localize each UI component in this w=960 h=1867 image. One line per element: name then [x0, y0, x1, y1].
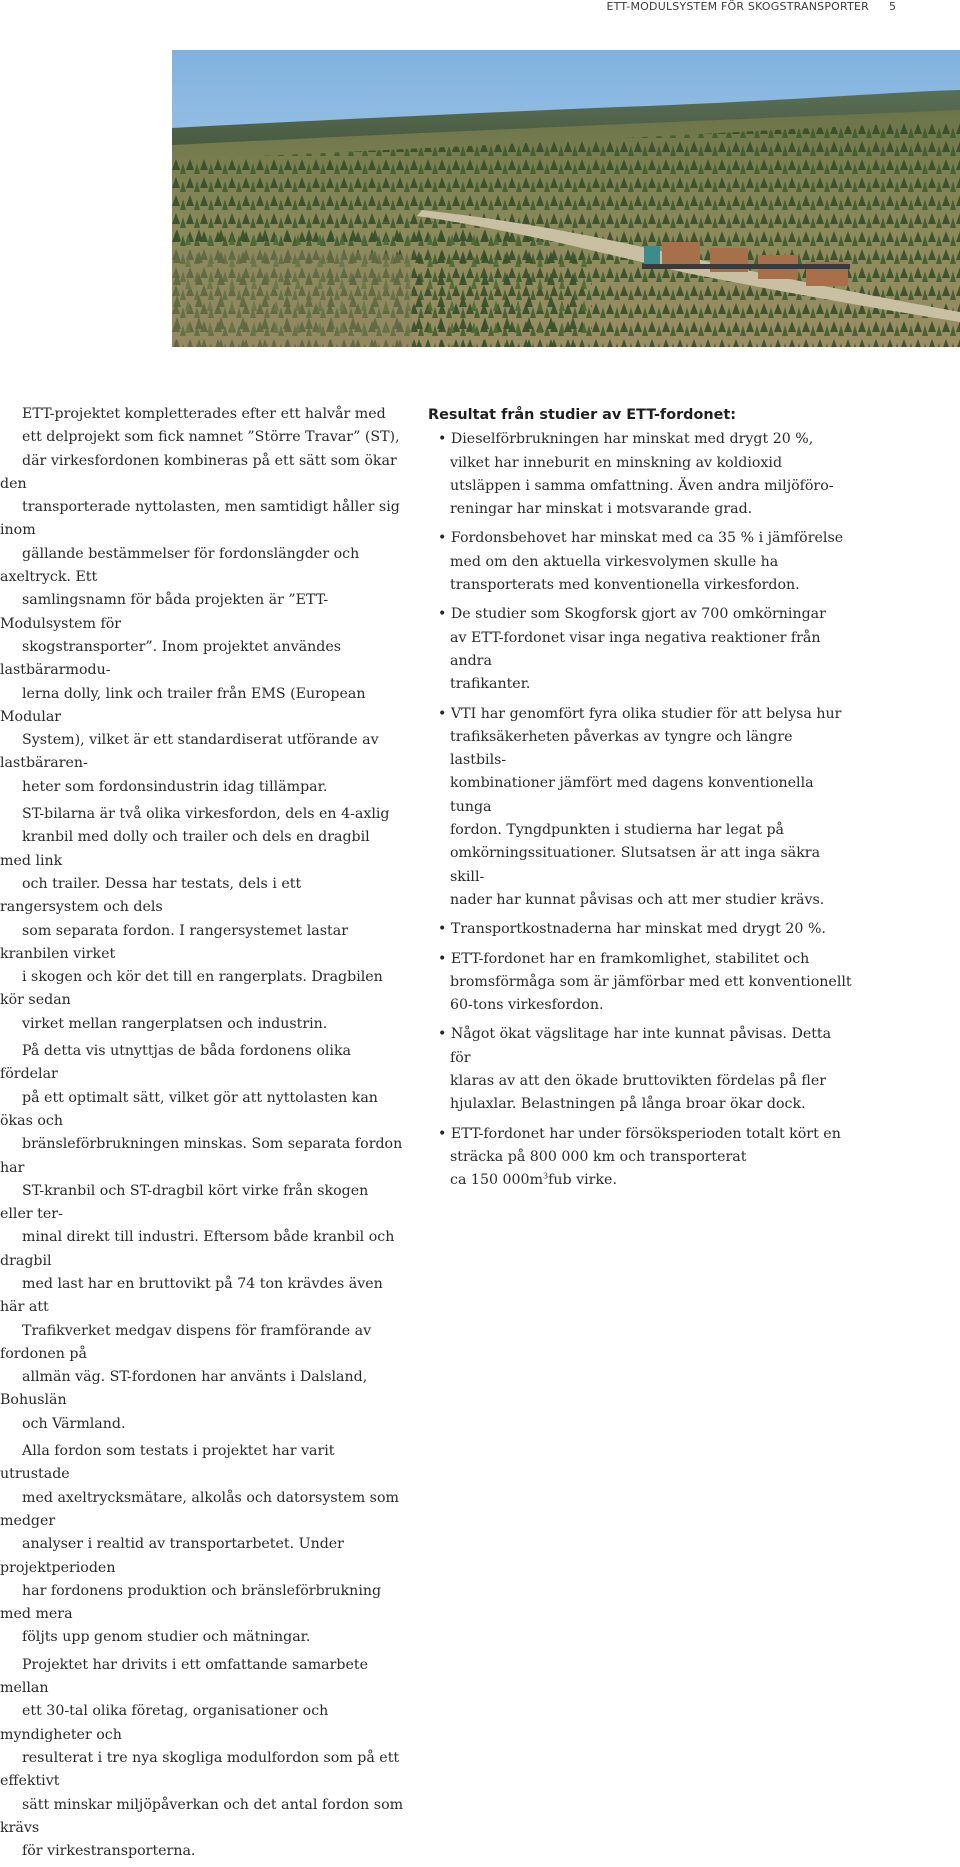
list-item: • ETT-fordonet har en framkomlighet, stabilitet och bromsförmåga som är jämförbar med ett konventionellt 60-tons virkesfordon.: [428, 948, 853, 1018]
page-number: 5: [889, 0, 896, 13]
left-column: [0, 403, 404, 1867]
paragraph-1: ETT-projektet kompletterades efter ett halvår med ett delprojekt som fick namnet ”Större Travar” (ST), där virkesfordonen kombineras på ett sätt som ökar den transporterade nyttolasten, men samtidigt håller sig inom gällande bestämmelser för fordonslängder och axeltryck. Ett samlingsnamn för båda projekten är ”ETT-Modulsystem för skogstransporter”. Inom projektet användes lastbärarmodu- lerna dolly, link och trailer från EMS (European Modular System), vilket är ett standardiserat utförande av lastbäraren- heter som fordonsindustrin idag tillämpar.: [0, 406, 400, 795]
list-item: • De studier som Skogforsk gjort av 700 omkörningar av ETT-fordonet visar inga negativa reaktioner från andra trafikanter.: [428, 603, 853, 696]
running-title: ETT-MODULSYSTEM FÖR SKOGSTRANSPORTER: [606, 0, 869, 13]
superscript-3: 3: [543, 1171, 549, 1181]
list-item: • Dieselförbrukningen har minskat med drygt 20 %, vilket har inneburit en minskning av koldioxid utsläppen i samma omfattning. Även andra miljöföro- reningar har minskat i motsvarande grad.: [428, 428, 853, 521]
forest-landscape-image: [172, 50, 960, 347]
last-line: ca 150 $000m^3fub$ virke.: [450, 1171, 617, 1189]
list-item: • Något ökat vägslitage har inte kunnat påvisas. Detta för klaras av att den ökade bruttovikten fördelas på fler hjulaxlar. Belastningen på långa broar ökar dock.: [428, 1023, 853, 1116]
right-column: [428, 404, 853, 1199]
paragraph-5: Projektet har drivits i ett omfattande samarbete mellan ett 30-tal olika företag, organisationer och myndigheter och resulterat i tre nya skogliga modulfordon som på ett effektivt sätt minskar miljöpåverkan och det antal fordon som krävs för virkestransporterna.: [0, 1656, 404, 1860]
list-item: • Transportkostnaderna har minskat med drygt 20 %.: [428, 918, 853, 941]
results-list: [428, 428, 853, 1192]
forest-photo: [172, 50, 960, 347]
results-heading: Resultat från studier av ETT-fordonet:: [428, 407, 736, 423]
list-item: • Fordonsbehovet har minskat med ca 35 % i jämförelse med om den aktuella virkesvolymen skulle ha transporterats med konventionella virkesfordon.: [428, 527, 853, 597]
list-item: • ETT-fordonet har under försöksperioden totalt kört en sträcka på 800 000 km och transporterat ca 150 $000m^3fub$ virke.: [428, 1123, 853, 1193]
paragraph-4: Alla fordon som testats i projektet har varit utrustade med axeltrycksmätare, alkolås och datorsystem som medger analyser i realtid av transportarbetet. Under projektperioden har fordonens produktion och bränsleförbrukning med mera följts upp genom studier och mätningar.: [0, 1443, 399, 1646]
running-header: [0, 0, 960, 22]
list-item: • VTI har genomfört fyra olika studier för att belysa hur trafiksäkerheten påverkas av tyngre och längre lastbils- kombinationer jämfört med dagens konventionella tunga fordon. Tyngdpunkten i studierna har legat på omkörningssituationer. Slutsatsen är att inga säkra skill- nader har kunnat påvisas och att mer studier krävs.: [428, 703, 853, 913]
paragraph-2: ST-bilarna är två olika virkesfordon, dels en 4-axlig kranbil med dolly och trailer och dels en dragbil med link och trailer. Dessa har testats, dels i ett rangersystem och dels som separata fordon. I rangersystemet lastar kranbilen virket i skogen och kör det till en rangerplats. Dragbilen kör sedan virket mellan rangerplatsen och industrin.: [0, 806, 390, 1032]
paragraph-3: På detta vis utnyttjas de båda fordonens olika fördelar på ett optimalt sätt, vilket gör att nyttolasten kan ökas och bränsleförbrukningen minskas. Som separata fordon har ST-kranbil och ST-dragbil kört virke från skogen eller ter- minal direkt till industri. Eftersom både kranbil och dragbil med last har en bruttovikt på 74 ton krävdes även här att Trafikverket medgav dispens för framförande av fordonen på allmän väg. ST-fordonen har använts i Dalsland, Bohuslän och Värmland.: [0, 1043, 403, 1432]
